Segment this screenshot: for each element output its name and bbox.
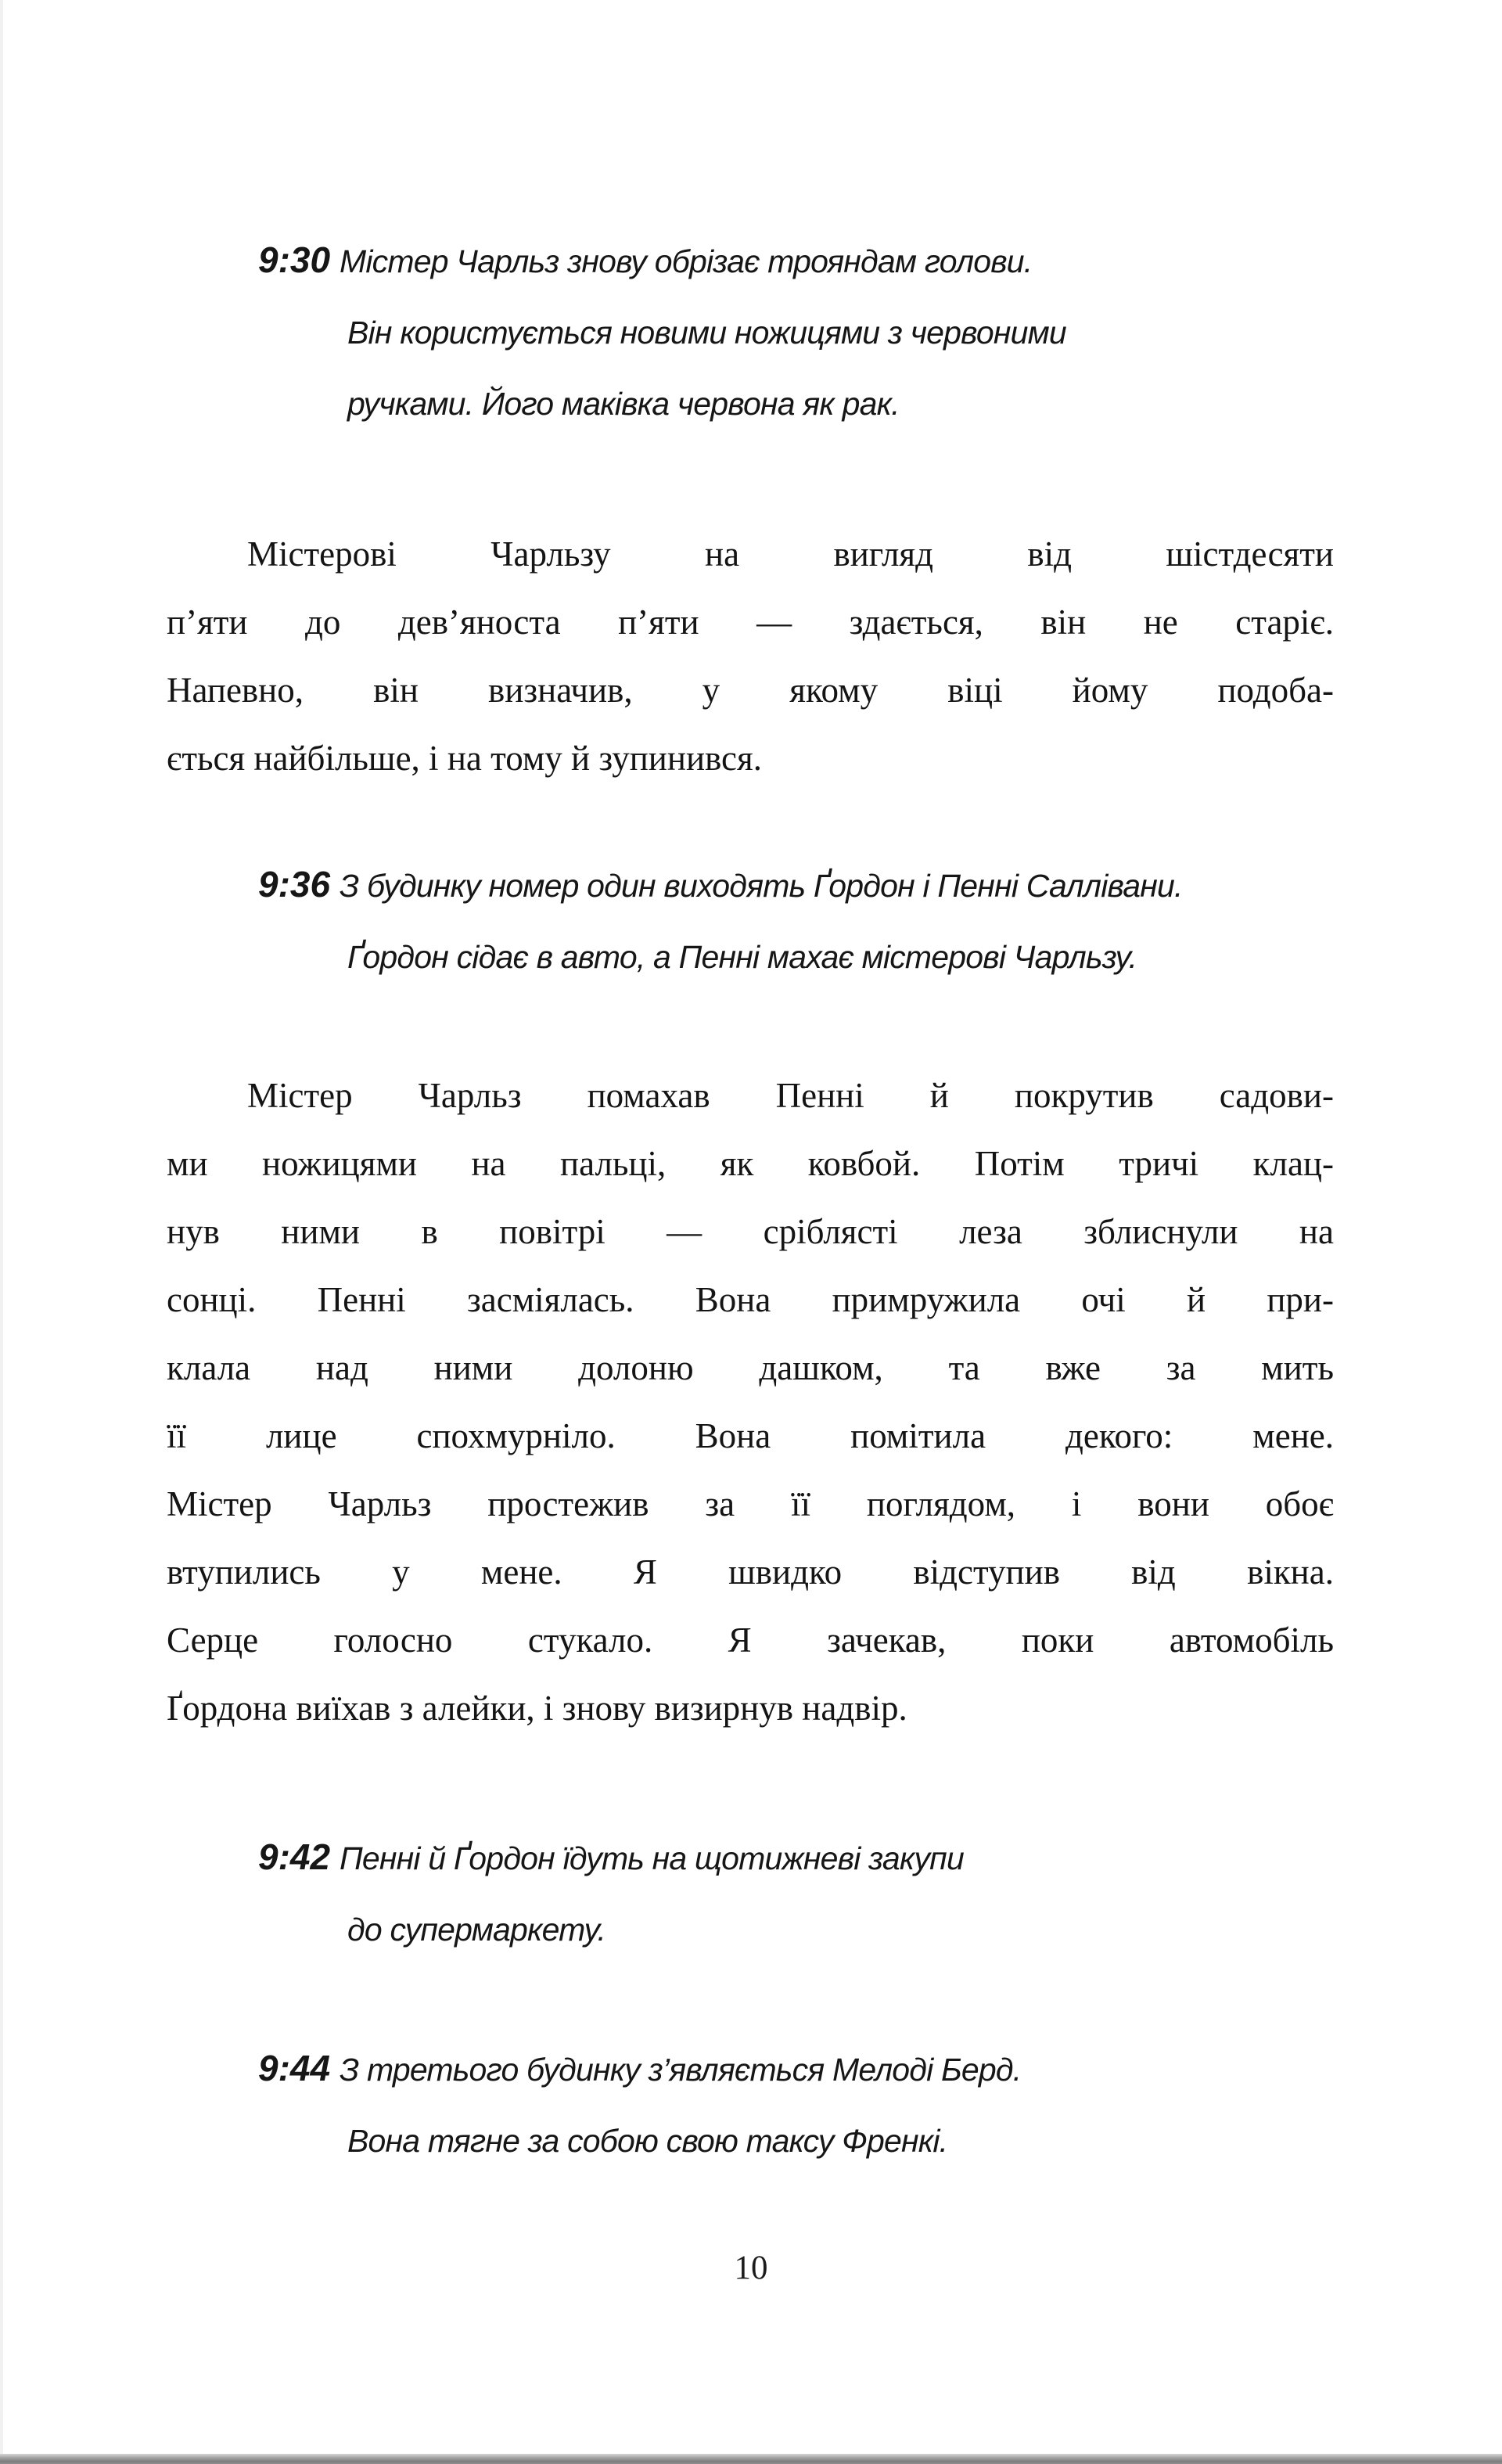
timeline-entry-944 [258,2033,1400,2177]
timeline-text-line: Пенні й Ґордон їдуть на щотижневі закупи [340,1840,964,1876]
paragraph-line: Містерові Чарльзу на вигляд від шістдесяти [247,534,1334,574]
paragraph-line: Серце голосно стукало. Я зачекав, поки автомобіль [167,1620,1334,1660]
timeline-text-line: Вона тягне за собою свою таксу Френкі. [347,2123,948,2159]
body-paragraph-1 [167,520,1334,793]
page-left-edge [0,0,3,2464]
timestamp-label: 9:30 [258,239,331,280]
paragraph-line: Напевно, він визначив, у якому віці йому подоба- [167,671,1334,710]
timestamp-label: 9:42 [258,1836,331,1877]
timeline-text-line: З третього будинку з’являється Мелоді Берд. [340,2052,1022,2088]
paragraph-line: втупились у мене. Я швидко відступив від вікна. [167,1552,1334,1592]
timestamp-label: 9:36 [258,864,331,905]
paragraph-line: ється найбільше, і на тому й зупинився. [167,739,762,778]
paragraph-line: Ґордона виїхав з алейки, і знову визирнув надвір. [167,1689,907,1728]
page-number: 10 [734,2250,768,2286]
timeline-entry-942 [258,1822,1400,1966]
timeline-text-line: ручками. Його маківка червона як рак. [347,386,900,422]
paragraph-line: нув ними в повітрі — сріблясті леза зблиснули на [167,1212,1334,1251]
paragraph-line: п’яти до дев’яноста п’яти — здається, він не старіє. [167,603,1334,642]
timestamp-label: 9:44 [258,2048,331,2088]
paragraph-line: Містер Чарльз помахав Пенні й покрутив садови- [247,1076,1334,1115]
timeline-text-line: Ґордон сідає в авто, а Пенні махає містерові Чарльзу. [347,939,1137,975]
timeline-text-line: до супермаркету. [347,1912,606,1948]
paragraph-line: її лице спохмурніло. Вона помітила декого: мене. [167,1416,1334,1455]
paragraph-line: клала над ними долоню дашком, та вже за мить [167,1348,1334,1387]
timeline-text-line: Містер Чарльз знову обрізає трояндам голови. [340,243,1033,279]
body-paragraph-2 [167,1062,1334,1743]
timeline-text-line: Він користується новими ножицями з червоними [347,315,1066,351]
paragraph-line: Містер Чарльз простежив за її поглядом, і вони обоє [167,1484,1334,1523]
timeline-entry-936 [258,849,1400,993]
timeline-text-line: З будинку номер один виходять Ґордон і Пенні Саллівани. [340,868,1183,904]
viewer-bottom-bar [0,2454,1502,2464]
paragraph-line: ми ножицями на пальці, як ковбой. Потім тричі клац- [167,1144,1334,1183]
timeline-entry-930 [258,225,1400,440]
paragraph-line: сонці. Пенні засміялась. Вона примружила очі й при- [167,1280,1334,1319]
